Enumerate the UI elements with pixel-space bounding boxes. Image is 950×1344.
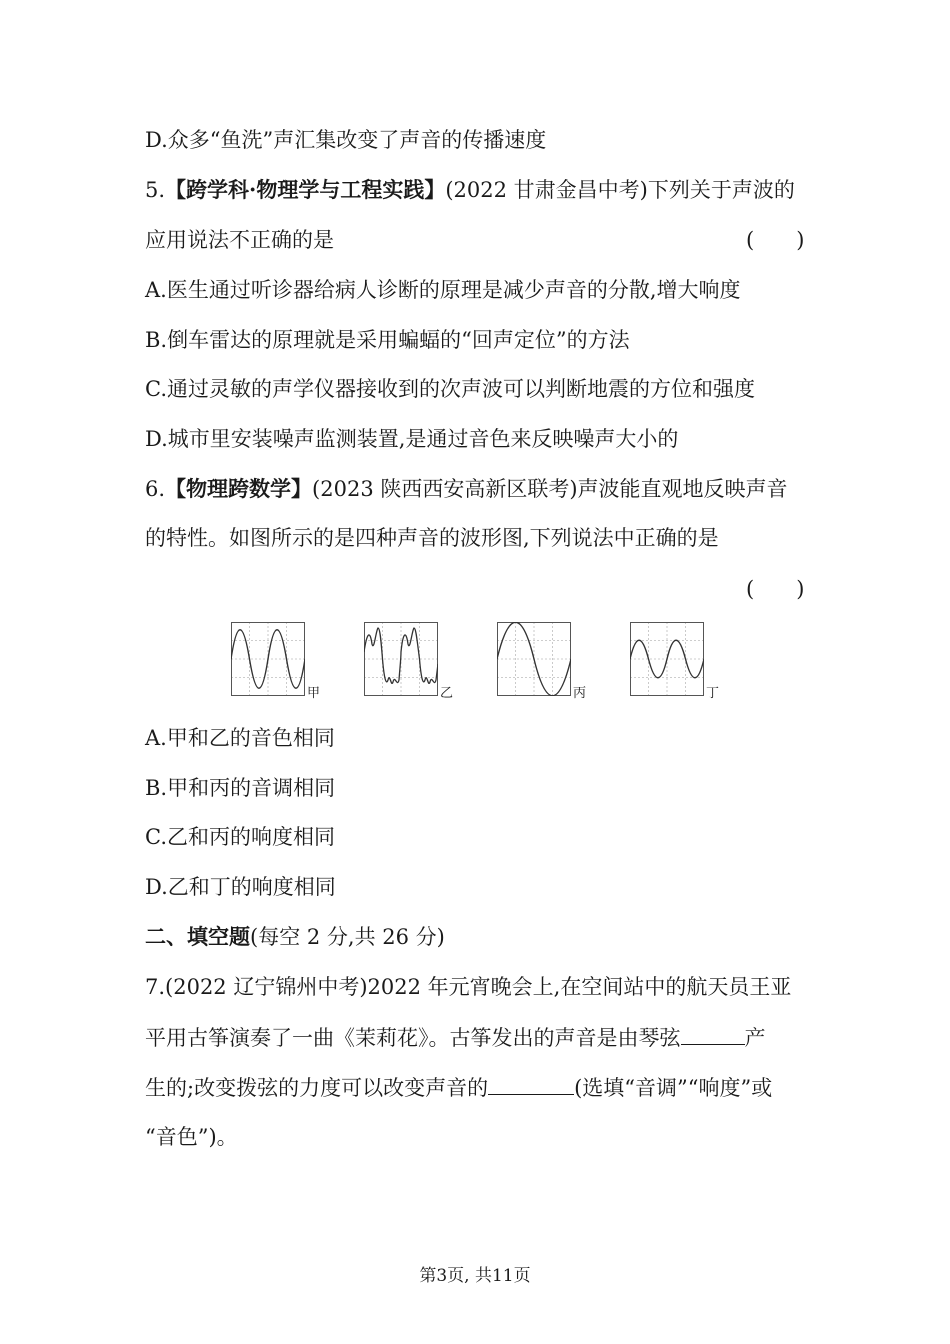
q7-line2-text: 平用古筝演奏了一曲《茉莉花》。古筝发出的声音是由琴弦	[145, 1026, 681, 1050]
q7-line2-tail: 产	[744, 1026, 766, 1050]
small-amplitude-wave-icon	[630, 622, 704, 696]
q5-tag: 【跨学科·物理学与工程实践】	[165, 177, 446, 202]
q6-stem-line2: 的特性。如图所示的是四种声音的波形图,下列说法中正确的是	[145, 526, 719, 550]
q7-line3-tail: (选填“音调”“响度”或	[574, 1076, 773, 1100]
section-2-heading	[145, 922, 445, 952]
waveform-ding	[630, 622, 720, 701]
q6-answer-paren: ( )	[746, 577, 805, 601]
q7-line3-text: 生的;改变拨弦的力度可以改变声音的	[145, 1076, 489, 1100]
q5-number: 5.	[145, 178, 166, 202]
waveform-ding-label: 丁	[706, 686, 720, 701]
q5-answer-paren: ( )	[746, 228, 805, 252]
section-2-title: 二、填空题	[145, 924, 250, 949]
q4-option-d: D.众多“鱼洗”声汇集改变了声音的传播速度	[145, 128, 547, 152]
q5-option-a: A.医生通过听诊器给病人诊断的原理是减少声音的分散,增大响度	[145, 278, 741, 302]
q6-option-a: A.甲和乙的音色相同	[145, 726, 335, 750]
low-frequency-wave-icon	[497, 622, 571, 696]
page-number: 第3页, 共11页	[419, 1266, 531, 1286]
q7-stem-line4: “音色”)。	[145, 1125, 238, 1149]
q6-option-c: C.乙和丙的响度相同	[145, 825, 335, 849]
waveform-jia-label: 甲	[307, 686, 321, 701]
waveform-bing	[497, 622, 587, 701]
q5-stem-line2: 应用说法不正确的是	[145, 228, 334, 252]
q5-source: (2022 甘肃金昌中考)下列关于声波的	[445, 178, 795, 202]
q5-option-c: C.通过灵敏的声学仪器接收到的次声波可以判断地震的方位和强度	[145, 377, 755, 401]
section-2-note: (每空 2 分,共 26 分)	[250, 925, 445, 949]
q5-stem-line1	[145, 175, 795, 205]
q6-number: 6.	[145, 477, 166, 501]
q6-stem-line1	[145, 474, 788, 504]
waveform-jia	[231, 622, 321, 701]
q7-stem-line3	[145, 1072, 772, 1103]
complex-wave-icon	[364, 622, 438, 696]
q7-blank-1[interactable]	[681, 1022, 745, 1045]
q5-option-b: B.倒车雷达的原理就是采用蝙蝠的“回声定位”的方法	[145, 328, 630, 352]
q7-blank-2[interactable]	[488, 1072, 574, 1095]
q7-stem-line1: 7.(2022 辽宁锦州中考)2022 年元宵晚会上,在空间站中的航天员王亚	[145, 975, 792, 999]
q6-option-d: D.乙和丁的响度相同	[145, 875, 336, 899]
sine-wave-icon	[231, 622, 305, 696]
waveform-bing-label: 丙	[573, 686, 587, 701]
waveform-yi	[364, 622, 454, 701]
q6-option-b: B.甲和丙的音调相同	[145, 776, 336, 800]
q6-tag: 【物理跨数学】	[165, 476, 313, 501]
waveform-yi-label: 乙	[440, 686, 454, 701]
q7-stem-line2	[145, 1022, 766, 1053]
q5-option-d: D.城市里安装噪声监测装置,是通过音色来反映噪声大小的	[145, 427, 679, 451]
q6-source: (2023 陕西西安高新区联考)声波能直观地反映声音	[312, 477, 788, 501]
